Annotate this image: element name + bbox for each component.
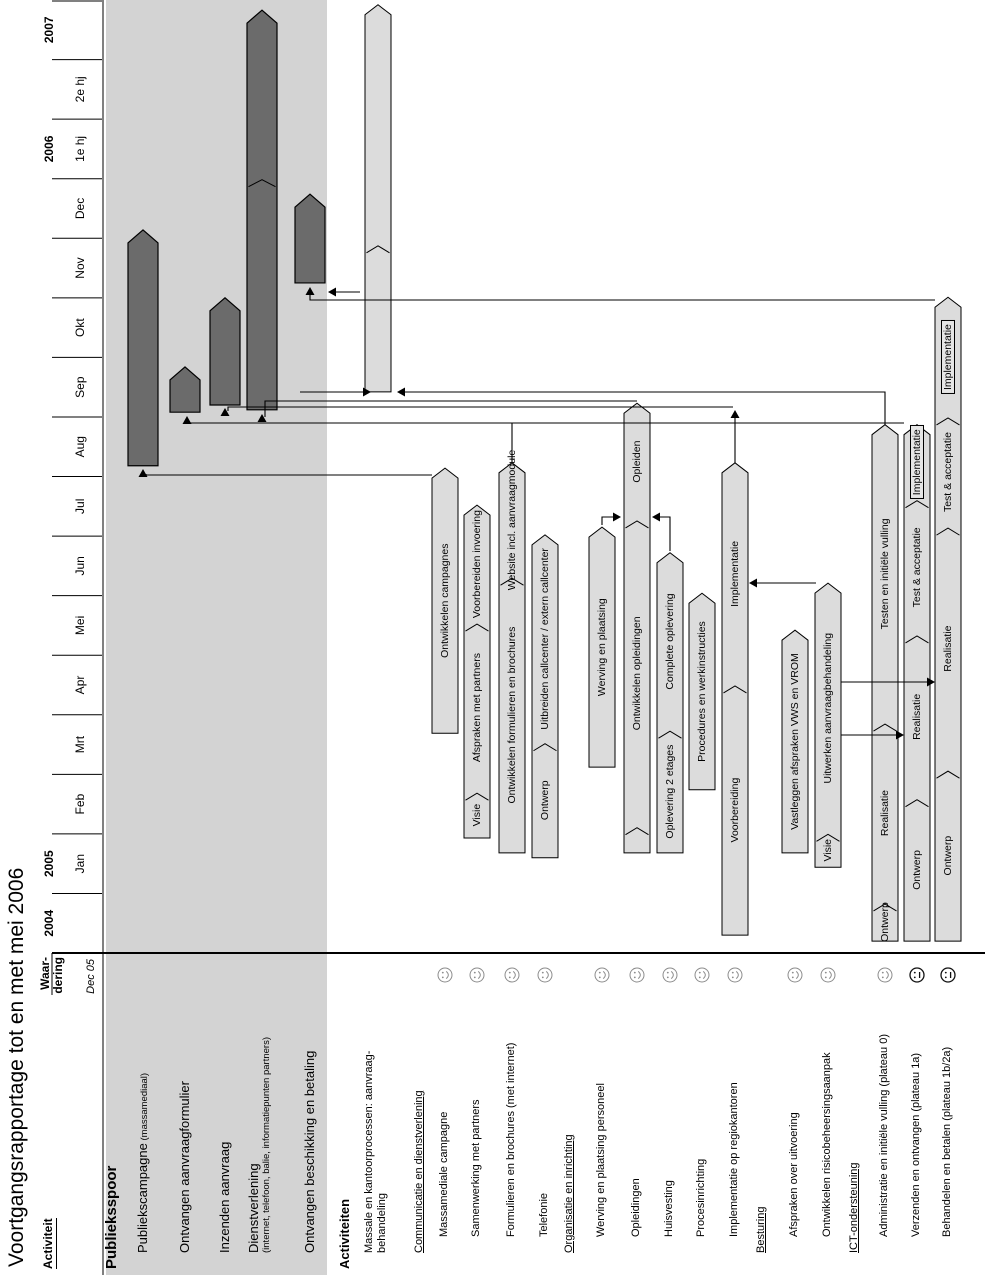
activity-row-label: Procesinrichting	[695, 1158, 707, 1237]
dependency-arrowhead	[613, 513, 621, 522]
icon-part	[732, 972, 734, 974]
bar-segment-label: Ontwerp	[942, 835, 954, 876]
icon-part	[699, 977, 701, 979]
timeline-month-label: Sep	[73, 376, 87, 398]
bar-segment-label: Testen en initiële vulling	[879, 518, 891, 630]
smiley-happy-icon	[663, 968, 677, 982]
gantt-bar	[365, 5, 391, 392]
activity-row-label: Implementatie op regiokantoren	[728, 1082, 740, 1237]
icon-part	[914, 972, 916, 974]
bar-segment-label: Test & acceptatie	[942, 432, 954, 513]
activity-row-label: Ontvangen beschikking en betaling	[302, 1050, 317, 1253]
gantt-bar	[872, 425, 898, 941]
icon-part	[474, 972, 476, 974]
icon-part	[634, 972, 636, 974]
activity-row-label: Verzenden en ontvangen (plateau 1a)	[910, 1052, 922, 1237]
icon-part	[736, 971, 738, 978]
smiley-happy-icon	[595, 968, 609, 982]
timeline-month-label: Feb	[73, 793, 87, 815]
activity-row-label: Ontwikkelen risicobeheersingsaanpak	[821, 1052, 833, 1237]
icon-part	[667, 972, 669, 974]
bar-segment-label: Voorbereiden invoering	[471, 510, 483, 619]
activity-row-label: Publiekscampagne (massamediaal)	[135, 1072, 150, 1253]
activity-row-label: Activiteiten	[337, 1198, 352, 1269]
icon-part	[599, 977, 601, 979]
activity-row-label: Samenwerking met partners	[470, 1099, 482, 1237]
icon-part	[671, 971, 673, 978]
activity-row-label: Administratie en initiële vulling (plateau 0)	[878, 1034, 890, 1237]
icon-part	[509, 977, 511, 979]
icon-part	[542, 972, 544, 974]
icon-part	[703, 971, 705, 978]
smiley-neutral-icon	[941, 968, 955, 982]
icon-part	[788, 968, 802, 982]
icon-part	[634, 977, 636, 979]
icon-part	[667, 977, 669, 979]
icon-part	[732, 977, 734, 979]
bar-segment-label: Opleiden	[631, 440, 643, 483]
icon-part	[446, 971, 448, 978]
bar-segment-label: Realisatie	[879, 789, 891, 837]
smiley-happy-icon	[821, 968, 835, 982]
icon-part	[825, 972, 827, 974]
icon-part	[599, 972, 601, 974]
activity-row-label: Formulieren en brochures (met internet)	[505, 1042, 517, 1237]
icon-part	[821, 968, 835, 982]
timeline-month-label: 2e hj	[73, 76, 87, 103]
gantt-bar-dark	[128, 230, 158, 466]
icon-part	[699, 972, 701, 974]
timeline-month-label: Mrt	[73, 735, 87, 754]
activity-row-label: Dienstverlening (internet, telefoon, balie, informatiepunten partners)	[246, 1037, 272, 1253]
dependency-arrowhead	[306, 287, 315, 295]
icon-part	[882, 972, 884, 974]
activity-row-label: Organisatie en inrichting	[563, 1134, 575, 1253]
page-title: Voortgangsrapportage tot en met mei 2006	[5, 867, 28, 1267]
icon-part	[878, 968, 892, 982]
gantt-bar-dark	[170, 367, 200, 412]
bar-segment-label: Implementatie	[910, 425, 924, 499]
activity-row-label: Huisvesting	[663, 1180, 675, 1237]
dependency-line	[310, 292, 935, 300]
timeline-month-label: Okt	[73, 318, 87, 337]
bar-segment-label: Procedures en werkinstructies	[696, 621, 708, 762]
timeline-month-label: Apr	[73, 675, 87, 695]
dependency-line	[265, 401, 637, 417]
icon-part	[603, 971, 605, 978]
icon-part	[695, 968, 709, 982]
rating-column-header	[39, 957, 65, 1037]
activity-row-label: Ontvangen aanvraagformulier	[177, 1081, 192, 1253]
icon-part	[470, 968, 484, 982]
timeline-month-label: Nov	[73, 257, 87, 279]
icon-part	[505, 968, 519, 982]
icon-part	[595, 968, 609, 982]
smiley-happy-icon	[505, 968, 519, 982]
icon-part	[509, 972, 511, 974]
bar-segment-label: Complete oplevering	[664, 593, 676, 690]
timeline-year-label: 2005	[42, 850, 56, 878]
icon-part	[792, 972, 794, 974]
activity-row-label: Inzenden aanvraag	[217, 1141, 232, 1253]
activity-row-label: Opleidingen	[630, 1178, 642, 1237]
rating-date: Dec 05	[85, 959, 97, 994]
bar-segment-label: Implementatie	[729, 540, 741, 607]
icon-part	[792, 977, 794, 979]
icon-part	[886, 971, 888, 978]
smiley-happy-icon	[630, 968, 644, 982]
rating-header-line2: dering	[51, 957, 65, 994]
icon-part	[438, 968, 452, 982]
activity-row-label: Besturing	[755, 1206, 767, 1253]
icon-part	[538, 968, 552, 982]
bar-segment-label: Website incl. aanvraagmodule	[506, 449, 518, 591]
timeline-month-label: Mei	[73, 615, 87, 636]
dependency-line	[190, 422, 904, 423]
smiley-happy-icon	[538, 968, 552, 982]
timeline-year-label: 2004	[42, 909, 56, 937]
icon-part	[728, 968, 742, 982]
activity-row-label: Massale en kantoorprocessen: aanvraag- behandeling	[363, 1050, 388, 1253]
activity-row-label: Telefonie	[538, 1192, 550, 1237]
icon-part	[546, 971, 548, 978]
icon-part	[442, 977, 444, 979]
bar-segment-label: Uitbreiden callcenter / extern callcenter	[539, 548, 551, 730]
timeline-month-label: Jun	[73, 556, 87, 576]
bar-segment-label: Realisatie	[942, 625, 954, 672]
bar-segment-label: Ontwikkelen campagnes	[439, 543, 451, 658]
label-note: (massamediaal)	[139, 1072, 150, 1144]
timeline-year-label: 2006	[42, 135, 56, 163]
activity-row-label: Behandelen en betalen (plateau 1b/2a)	[941, 1046, 953, 1237]
timeline-month-label: Jul	[73, 498, 87, 514]
bar-segment-label: Visie	[471, 803, 483, 827]
activity-column-header: Activiteit	[41, 1218, 55, 1269]
activity-row-label: Communicatie en dienstverlening	[413, 1090, 425, 1253]
bar-segment-label: Test & acceptatie	[911, 527, 923, 608]
activity-row-label: Massamediale campagne	[438, 1111, 450, 1237]
icon-part	[638, 971, 640, 978]
bar-segment-label: Voorbereiding	[729, 777, 741, 843]
bar-segment-label: Implementatie	[941, 320, 955, 394]
icon-part	[478, 971, 480, 978]
dependency-arrowhead	[927, 678, 935, 687]
icon-part	[910, 968, 924, 982]
activity-row-label-line2: (internet, telefoon, balie, informatiepunten partners)	[261, 1037, 272, 1253]
timeline-year-label: 2007	[42, 16, 56, 44]
bar-segment-label: Realisatie	[911, 693, 923, 740]
icon-part	[882, 977, 884, 979]
timeline-month-label: Dec	[73, 197, 87, 220]
dependency-arrowhead	[328, 288, 336, 297]
icon-part	[442, 972, 444, 974]
dependency-arrowhead	[397, 388, 405, 397]
dependency-arrowhead	[139, 469, 148, 477]
activity-row-label: ICT-ondersteuning	[848, 1162, 860, 1253]
smiley-happy-icon	[470, 968, 484, 982]
activity-row-label-line2: behandeling	[376, 1193, 388, 1253]
icon-part	[825, 977, 827, 979]
dependency-arrowhead	[896, 731, 904, 740]
icon-part	[513, 971, 515, 978]
bar-segment-label: Werving en plaatsing	[596, 598, 608, 697]
rating-header-line1: Waar-	[38, 957, 52, 990]
icon-part	[663, 968, 677, 982]
icon-part	[630, 968, 644, 982]
icon-part	[829, 971, 831, 978]
dependency-line	[228, 407, 733, 411]
bar-segment-label: Ontwerp	[911, 850, 923, 890]
icon-part	[945, 972, 947, 974]
icon-part	[796, 971, 798, 978]
gantt-bar-dark	[247, 10, 277, 410]
icon-part	[542, 977, 544, 979]
icon-part	[945, 977, 947, 979]
smiley-happy-icon	[878, 968, 892, 982]
gantt-bar-dark	[210, 298, 240, 405]
dependency-arrowhead	[183, 416, 192, 424]
bar-segment-label: Ontwerp	[539, 780, 551, 821]
dependency-arrowhead	[652, 513, 660, 522]
bar-segment-label: Ontwikkelen opleidingen	[631, 616, 643, 731]
bar-segment-label: Uitwerken aanvraagbehandeling	[822, 632, 834, 784]
gantt-bar-dark	[295, 194, 325, 283]
dependency-line	[146, 474, 432, 475]
activity-row-label: Publieksspoor	[103, 1165, 120, 1269]
timeline-month-label: Jan	[73, 853, 87, 874]
activity-row-label: Werving en plaatsing personeel	[595, 1083, 607, 1237]
bar-segment-label: Afspraken met partners	[471, 653, 483, 763]
smiley-happy-icon	[438, 968, 452, 982]
smiley-happy-icon	[728, 968, 742, 982]
dependency-arrowhead	[731, 410, 740, 418]
gantt-bar	[722, 463, 748, 935]
smiley-happy-icon	[695, 968, 709, 982]
bar-segment-label: Ontwerp	[879, 902, 891, 942]
dependency-line	[656, 517, 670, 551]
bar-segment-label: Visie	[822, 838, 834, 862]
smiley-happy-icon	[788, 968, 802, 982]
timeline-month-label: 1e hj	[73, 135, 87, 162]
bar-segment-label: Vastleggen afspraken VWS en VROM	[789, 653, 801, 830]
smiley-neutral-icon	[910, 968, 924, 982]
icon-part	[941, 968, 955, 982]
dependency-arrowhead	[749, 579, 757, 588]
icon-part	[474, 977, 476, 979]
icon-part	[914, 977, 916, 979]
bar-segment-label: Oplevering 2 etages	[664, 744, 676, 839]
timeline-month-label: Aug	[73, 436, 87, 458]
bar-segment-label: Ontwikkelen formulieren en brochures	[506, 626, 518, 804]
activity-row-label: Afspraken over uitvoering	[788, 1112, 800, 1237]
